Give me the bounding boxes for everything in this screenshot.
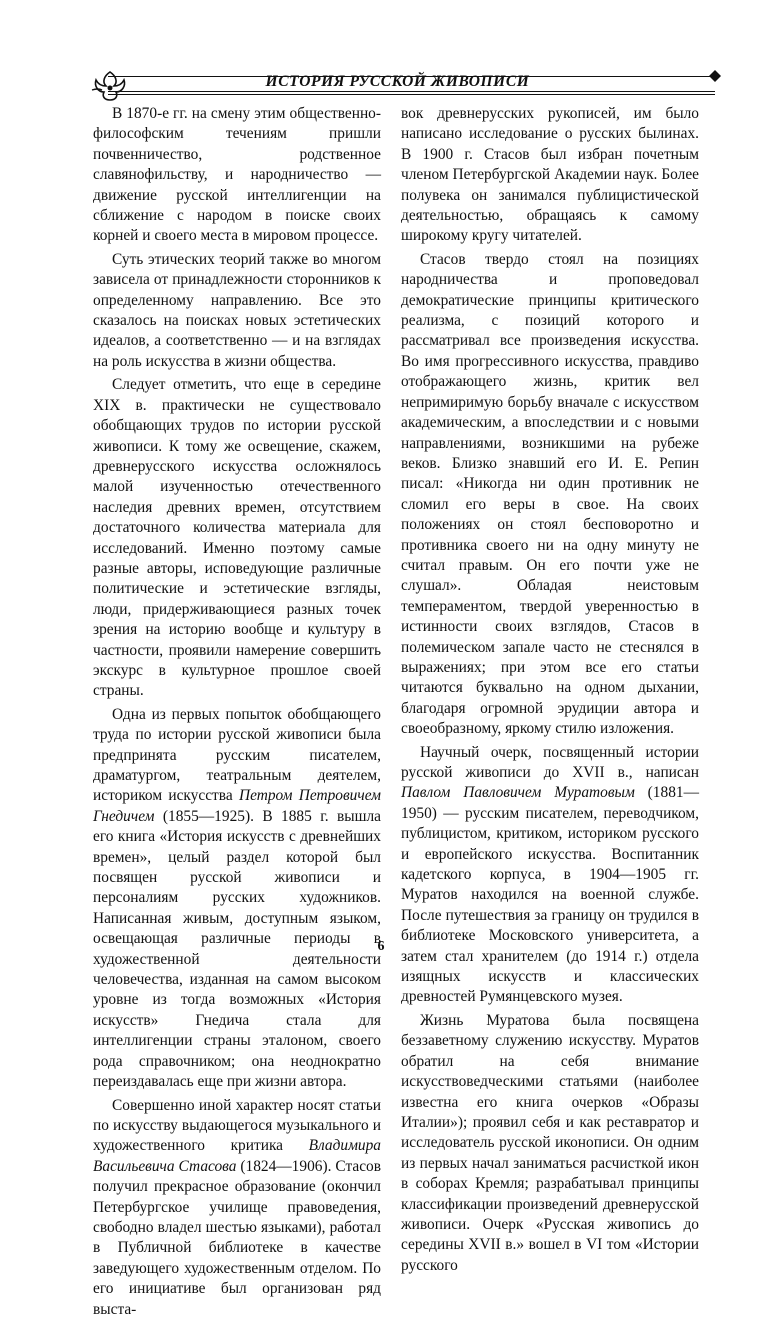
paragraph-continued: вок древнерусских рукописей, им было написано исследование о русских былинах. В 1900 г. Стасов был избран почетным членом Петербургской Академии наук. Более полувека он занимался публицистической деятельностью, обращаясь к самому широкому кругу читателей.: [401, 105, 699, 245]
person-name: Павлом Павловичем Муратовым: [401, 784, 635, 802]
text-run: Научный очерк, посвященный истории русской живописи до XVII в., написан: [401, 743, 699, 781]
header-rule-bottom: [108, 94, 715, 95]
person-name: Владимира Васильевича Стасова: [93, 1137, 381, 1175]
right-column: [401, 104, 699, 1279]
text-run: (1881—1950) — русским писателем, переводчиком, публицистом, критиком, историком русского и европейского искусства. Воспитанник кадетского корпуса, в 1904—1905 гг. Муратов находился на военной службе. После путешествия за границу он трудился в библиотеке Московского университета, а затем стал хранителем (до 1914 г.) отдела изящных искусств и классических древностей Румянцевского музея.: [401, 784, 699, 1006]
paragraph: [93, 705, 381, 1093]
left-column: [93, 104, 381, 1323]
text-run: (1824—1906). Стасов получил прекрасное образование (окончил Петербургское училище правоведения, свободно владел шестью языками), работал в Публичной библиотеке в качестве заведующего художественным отделом. По его инициативе был организован ряд выста-: [93, 1157, 381, 1318]
paragraph: Следует отметить, что еще в середине XIX в. практически не существовало обобщающих трудов по истории русской живописи. К тому же освещение, скажем, древнерусского искусства осложнялось малой изученностью отечественного наследия древних времен, отсутствием достаточного количества материала для исследований. Именно поэтому самые разные авторы, исповедующие различные политические и эстетические взгляды, люди, придерживающиеся разных точек зрения на историю вообще и культуру в частности, проявили намерение совершить экскурс в культурное прошлое своей страны.: [93, 376, 381, 700]
running-title: ИСТОРИЯ РУССКОЙ ЖИВОПИСИ: [265, 73, 530, 90]
page-number: 6: [377, 939, 385, 954]
text-run: Одна из первых попыток обобщающего труда по истории русской живописи была предпринята русским писателем, драматургом, театральным деятелем, историком искусства: [93, 705, 381, 805]
person-name: Петром Петровичем Гнедичем: [93, 787, 381, 825]
paragraph: Стасов твердо стоял на позициях народничества и проповедовал демократические принципы критического реализма, с позиций которого и рассматривал все произведения искусства. Во имя прогрессивного искусства, правдиво отображающего жизнь, критик вел непримиримую борьбу вначале с искусством академическим, а впоследствии и с новыми направлениями, возникшими на рубеже веков. Близко знавший его И. Е. Репин писал: «Никогда ни один противник не сломил его веры в свое. На своих положениях он стоял бесповоротно и противника своего ни на одну минуту не считал правым. Он его почти уже не слушал». Обладая неистовым темпераментом, твердой уверенностью в истинности своих взглядов, Стасов в полемическом запале часто не стеснялся в выражениях; при этом все его статьи читаются буквально на одном дыхании, благодаря огромной эрудиции автора и своеобразному, яркому стилю изложения.: [401, 250, 699, 738]
text-run: (1855—1925). В 1885 г. вышла его книга «История искусств с древнейших времен», целый раздел которой был посвящен русской живописи и персоналиям русских художников. Написанная живым, доступным языком, освещающая различные периоды в художественной деятельности человечества, изданная на самом высоком уровне из тогда возможных «История искусств» Гнедича стала для интеллигенции страны эталоном, своего рода справочником; она неоднократно переиздавалась еще при жизни автора.: [93, 807, 381, 1091]
paragraph: Жизнь Муратова была посвящена беззаветному служению искусству. Муратов обратил на себя внимание искусствоведческими статьями (наиболее известна его книга очерков «Образы Италии»); проявил себя и как реставратор и исследователь русской иконописи. Он одним из первых начал заниматься расчисткой икон в соборах Кремля; разрабатывал принципы классификации произведений древнерусской живописи. Очерк «Русская живопись до середины XVII в.» вошел в VI том «Истории русского: [401, 1011, 699, 1274]
paragraph: [401, 743, 699, 1008]
running-header: [80, 66, 715, 106]
paragraph: Суть этических теорий также во многом зависела от принадлежности сторонников к определенному направлению. Все это сказалось на поисках новых эстетических идеалов, а соответственно — и на взглядах на роль искусства в жизни общества.: [93, 250, 381, 370]
header-rule-inner: [108, 91, 715, 92]
paragraph: [93, 1096, 381, 1320]
paragraph: В 1870-е гг. на смену этим общественно-философским течениям пришли почвенничество, родственное славянофильству, и народничество — движение русской интеллигенции на сближение с народом в поиске своих корней и своего места в мировом процессе.: [93, 105, 381, 245]
text-run: Совершенно иной характер носят статьи по искусству выдающегося музыкального и художественного критика: [93, 1096, 381, 1155]
